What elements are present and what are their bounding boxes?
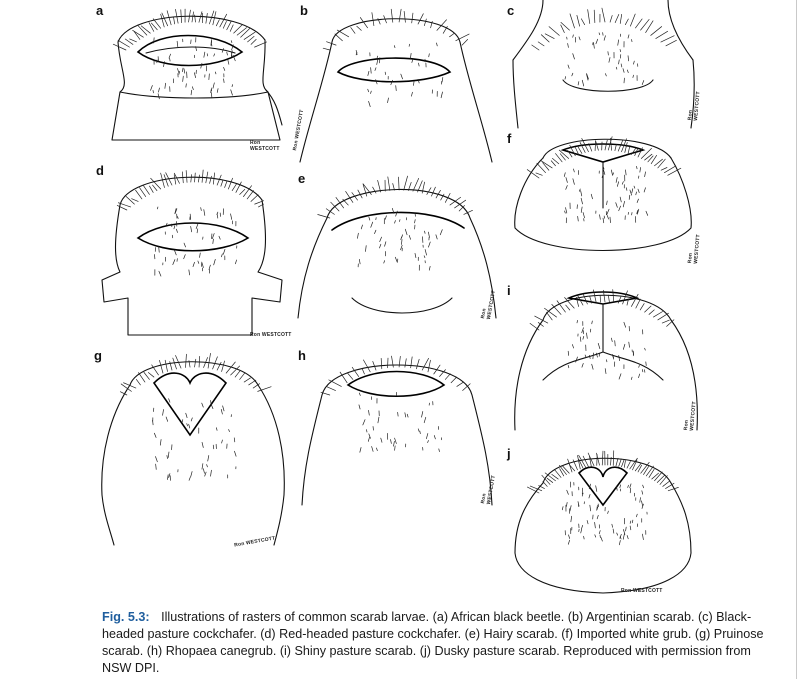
panel-g (90, 345, 295, 555)
raster-drawing-a (90, 0, 290, 150)
signature-a: Ron WESTCOTT (250, 140, 280, 152)
panel-d (90, 160, 295, 340)
panel-f (503, 128, 703, 273)
signature-h: Ron WESTCOTT (480, 474, 497, 506)
panel-letter-d: d (96, 163, 104, 178)
raster-drawing-e (292, 168, 502, 328)
panel-letter-a: a (96, 3, 104, 18)
raster-drawing-d (90, 160, 295, 340)
raster-drawing-j (503, 443, 703, 598)
panel-letter-i: i (507, 283, 511, 298)
signature-i: Ron WESTCOTT (683, 400, 698, 432)
panel-letter-j: j (507, 446, 511, 461)
raster-drawing-g (90, 345, 295, 555)
panel-letter-h: h (298, 348, 306, 363)
panel-letter-g: g (94, 348, 102, 363)
signature-e: Ron WESTCOTT (480, 289, 497, 321)
raster-drawing-b (292, 0, 502, 165)
signature-g: Ron WESTCOTT (233, 535, 276, 549)
signature-f: Ron WESTCOTT (687, 233, 702, 265)
panel-e (292, 168, 502, 328)
signature-c: Ron WESTCOTT (687, 90, 702, 122)
panel-i (503, 280, 703, 440)
raster-drawing-f (503, 128, 703, 273)
panel-letter-c: c (507, 3, 515, 18)
panel-letter-b: b (300, 3, 308, 18)
panel-letter-e: e (298, 171, 306, 186)
raster-drawing-h (292, 345, 502, 510)
raster-drawing-c (503, 0, 703, 130)
panel-j (503, 443, 703, 598)
panel-a (90, 0, 290, 150)
signature-j: Ron WESTCOTT (621, 588, 663, 594)
panel-letter-f: f (507, 131, 512, 146)
raster-drawing-i (503, 280, 703, 440)
signature-d: Ron WESTCOTT (250, 332, 292, 338)
panel-h (292, 345, 502, 510)
figure-label: Fig. 5.3: (102, 610, 150, 624)
panel-b (292, 0, 502, 165)
signature-b: Ron WESTCOTT (292, 109, 306, 152)
panel-c (503, 0, 703, 130)
figure-caption (102, 609, 782, 677)
caption-text: Illustrations of rasters of common scarab larvae. (a) African black beetle. (b) Argentinian scarab. (c) Black-headed pasture cockchafer. (d) Red-headed pasture cockchafer. (e) Hairy scarab. (f) Imported white grub. (g) Pruinose scarab. (h) Rhopaea canegrub. (i) Shiny pasture scarab. (j) Dusky pasture scarab. Reproduced with permission from NSW DPI. (102, 610, 764, 675)
